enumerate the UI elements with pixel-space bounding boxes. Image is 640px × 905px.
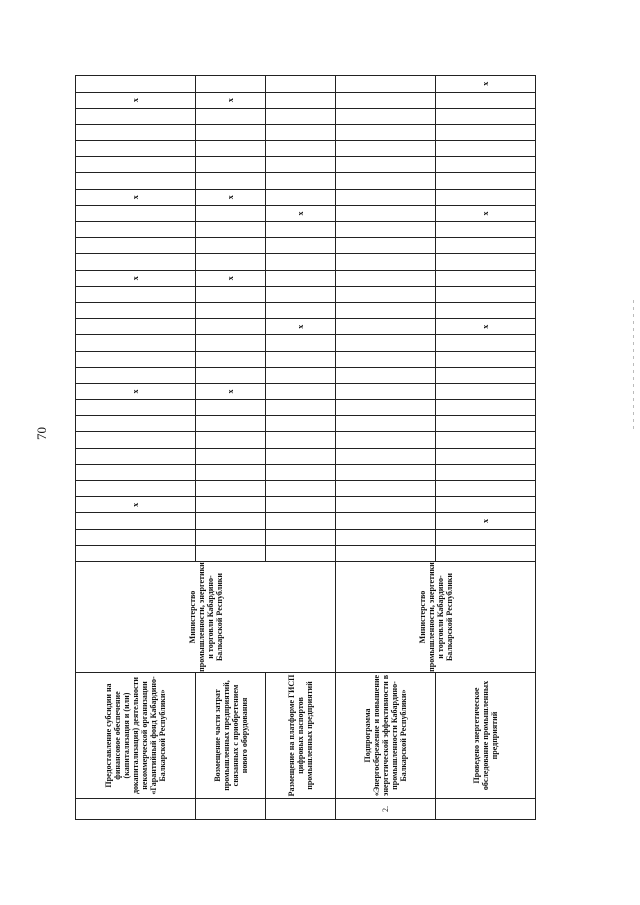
schedule-cell — [266, 432, 336, 448]
schedule-cell — [336, 76, 436, 93]
schedule-cell — [336, 286, 436, 302]
schedule-cell — [266, 335, 336, 351]
schedule-cell: x — [436, 319, 536, 335]
schedule-cell — [76, 76, 196, 93]
schedule-cell — [76, 432, 196, 448]
schedule-cell — [196, 513, 266, 529]
schedule-cell — [76, 400, 196, 416]
schedule-cell — [336, 222, 436, 238]
schedule-cell — [266, 173, 336, 189]
schedule-cell — [266, 189, 336, 205]
table-row — [76, 76, 196, 820]
schedule-cell: x — [436, 76, 536, 93]
schedule-cell — [76, 448, 196, 464]
schedule-cell — [336, 270, 436, 286]
schedule-cell — [436, 270, 536, 286]
schedule-cell — [336, 545, 436, 561]
schedule-cell: x — [266, 205, 336, 221]
schedule-cell: x — [436, 205, 536, 221]
schedule-cell — [436, 448, 536, 464]
schedule-cell — [336, 173, 436, 189]
scan-artifact — [633, 300, 634, 430]
schedule-cell — [436, 157, 536, 173]
schedule-cell — [266, 254, 336, 270]
schedule-cell — [76, 481, 196, 497]
schedule-cell — [436, 124, 536, 140]
table-row — [196, 76, 266, 820]
schedule-cell — [196, 432, 266, 448]
schedule-cell: x — [196, 189, 266, 205]
schedule-cell — [266, 513, 336, 529]
schedule-cell — [266, 529, 336, 545]
schedule-cell — [196, 205, 266, 221]
schedule-cell: x — [436, 513, 536, 529]
schedule-cell — [436, 497, 536, 513]
schedule-cell — [266, 270, 336, 286]
schedule-cell — [266, 108, 336, 124]
schedule-cell — [436, 481, 536, 497]
schedule-cell — [336, 464, 436, 480]
schedule-cell — [266, 545, 336, 561]
row-number — [76, 799, 196, 820]
schedule-cell — [266, 92, 336, 108]
schedule-cell — [76, 157, 196, 173]
schedule-cell — [336, 124, 436, 140]
schedule-cell — [436, 432, 536, 448]
schedule-cell — [196, 416, 266, 432]
schedule-cell — [336, 319, 436, 335]
schedule-cell — [336, 303, 436, 319]
schedule-cell — [196, 367, 266, 383]
schedule-cell: x — [196, 270, 266, 286]
schedule-cell — [336, 335, 436, 351]
schedule-cell — [196, 76, 266, 93]
schedule-cell: x — [266, 319, 336, 335]
schedule-cell — [266, 124, 336, 140]
schedule-cell — [76, 286, 196, 302]
schedule-cell — [196, 254, 266, 270]
schedule-cell: x — [76, 383, 196, 399]
schedule-cell — [266, 367, 336, 383]
schedule-cell — [436, 189, 536, 205]
schedule-cell — [196, 464, 266, 480]
schedule-cell — [436, 464, 536, 480]
schedule-cell — [76, 108, 196, 124]
row-number — [196, 799, 266, 820]
schedule-cell — [266, 464, 336, 480]
schedule-cell — [196, 497, 266, 513]
rotated-table-container — [75, 75, 535, 820]
schedule-cell — [266, 76, 336, 93]
schedule-cell — [196, 319, 266, 335]
schedule-cell — [76, 319, 196, 335]
schedule-cell — [196, 448, 266, 464]
schedule-cell: x — [76, 270, 196, 286]
schedule-cell — [196, 529, 266, 545]
measure-name: Проведено энергетическое обследование промышленных предприятий — [436, 673, 536, 799]
page-number: 70 — [34, 427, 49, 440]
schedule-cell — [266, 286, 336, 302]
schedule-cell — [196, 173, 266, 189]
schedule-cell — [436, 367, 536, 383]
schedule-cell — [336, 189, 436, 205]
schedule-cell — [436, 529, 536, 545]
schedule-cell — [336, 448, 436, 464]
schedule-cell — [436, 335, 536, 351]
schedule-cell — [196, 481, 266, 497]
schedule-cell — [266, 141, 336, 157]
schedule-cell — [436, 351, 536, 367]
schedule-cell — [76, 335, 196, 351]
schedule-cell — [436, 383, 536, 399]
schedule-cell — [196, 124, 266, 140]
schedule-cell — [76, 173, 196, 189]
schedule-cell — [76, 367, 196, 383]
table-row — [266, 76, 336, 820]
schedule-cell — [336, 513, 436, 529]
schedule-cell — [76, 222, 196, 238]
schedule-cell — [196, 335, 266, 351]
schedule-cell — [76, 124, 196, 140]
schedule-cell — [336, 254, 436, 270]
schedule-cell — [266, 222, 336, 238]
schedule-cell — [336, 383, 436, 399]
row-number — [266, 799, 336, 820]
schedule-cell — [436, 222, 536, 238]
schedule-cell — [196, 141, 266, 157]
row-number: 2. — [336, 799, 436, 820]
schedule-cell — [196, 400, 266, 416]
schedule-cell: x — [76, 497, 196, 513]
schedule-cell — [196, 238, 266, 254]
schedule-cell — [76, 141, 196, 157]
schedule-cell — [336, 497, 436, 513]
schedule-cell — [436, 303, 536, 319]
measure-name: Предоставление субсидии на финансовое обеспечение (капитализация и (или) докапитализация) деятельности некоммерческой организации «Гарантийный фонд Кабардино-Балкарской Республики» — [76, 673, 196, 799]
schedule-cell — [436, 545, 536, 561]
schedule-cell — [436, 400, 536, 416]
schedule-cell — [266, 481, 336, 497]
schedule-cell — [266, 400, 336, 416]
schedule-cell — [336, 108, 436, 124]
schedule-cell — [436, 92, 536, 108]
schedule-cell — [436, 108, 536, 124]
schedule-cell — [436, 416, 536, 432]
schedule-cell — [436, 141, 536, 157]
schedule-cell — [336, 400, 436, 416]
schedule-cell — [196, 157, 266, 173]
schedule-cell — [76, 545, 196, 561]
schedule-cell — [266, 303, 336, 319]
schedule-cell — [196, 545, 266, 561]
executor: Министерство промышленности, энергетики и торговли Кабардино-Балкарской Республики — [76, 562, 336, 673]
schedule-cell — [196, 222, 266, 238]
table-row — [436, 76, 536, 820]
schedule-cell: x — [196, 383, 266, 399]
schedule-cell — [76, 416, 196, 432]
table-row — [336, 76, 436, 820]
schedule-cell: x — [196, 92, 266, 108]
schedule-cell — [266, 157, 336, 173]
schedule-cell — [266, 497, 336, 513]
schedule-cell — [336, 432, 436, 448]
schedule-cell — [76, 464, 196, 480]
schedule-cell: x — [76, 189, 196, 205]
schedule-cell — [336, 367, 436, 383]
schedule-cell — [196, 108, 266, 124]
schedule-cell — [336, 351, 436, 367]
schedule-cell — [76, 529, 196, 545]
schedule-cell — [266, 351, 336, 367]
schedule-cell — [266, 416, 336, 432]
schedule-cell — [76, 303, 196, 319]
schedule-cell — [436, 254, 536, 270]
schedule-cell — [336, 157, 436, 173]
schedule-cell — [336, 416, 436, 432]
schedule-cell — [196, 303, 266, 319]
schedule-table — [75, 75, 536, 820]
schedule-cell — [436, 286, 536, 302]
measure-name: Размещение на платформе ГИСП цифровых паспортов промышленных предприятий — [266, 673, 336, 799]
schedule-cell — [336, 205, 436, 221]
schedule-cell — [336, 141, 436, 157]
schedule-cell: x — [76, 92, 196, 108]
executor: Министерство промышленности, энергетики и торговли Кабардино-Балкарской Республики — [336, 562, 536, 673]
measure-name: Подпрограмма «Энергосбережение и повышение энергетической эффективности в промышленности Кабардино-Балкарской Республики» — [336, 673, 436, 799]
schedule-cell — [196, 351, 266, 367]
row-number — [436, 799, 536, 820]
schedule-cell — [196, 286, 266, 302]
schedule-cell — [76, 205, 196, 221]
schedule-cell — [436, 173, 536, 189]
measure-name: Возмещение части затрат промышленных предприятий, связанных с приобретением нового оборудования — [196, 673, 266, 799]
schedule-cell — [76, 238, 196, 254]
schedule-cell — [76, 351, 196, 367]
schedule-cell — [266, 383, 336, 399]
schedule-cell — [336, 481, 436, 497]
schedule-cell — [266, 448, 336, 464]
schedule-cell — [336, 529, 436, 545]
schedule-cell — [266, 238, 336, 254]
schedule-cell — [76, 254, 196, 270]
schedule-cell — [436, 238, 536, 254]
schedule-cell — [336, 92, 436, 108]
schedule-cell — [76, 513, 196, 529]
schedule-cell — [336, 238, 436, 254]
